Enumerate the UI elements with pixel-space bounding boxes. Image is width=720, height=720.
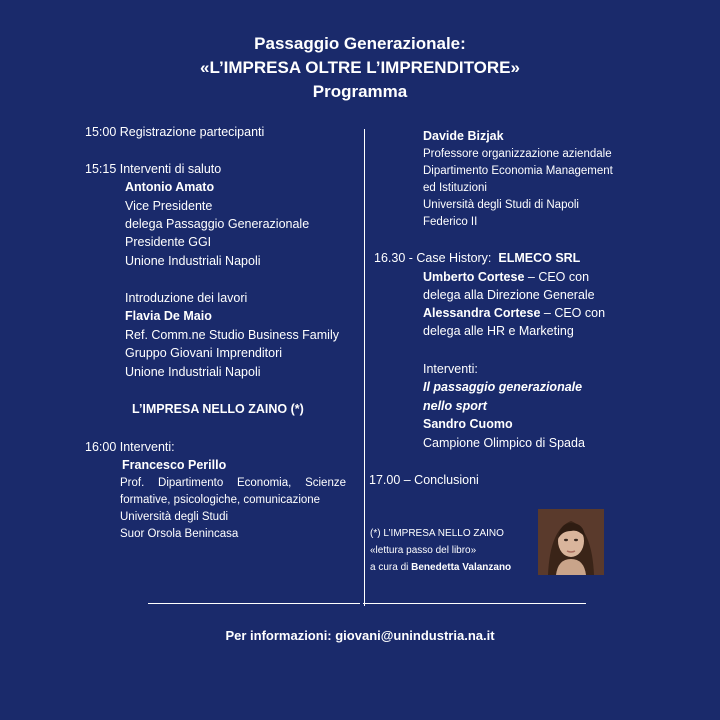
speaker-alessandra: Alessandra Cortese xyxy=(423,306,541,320)
contact-info: Per informazioni: giovani@unindustria.na.it xyxy=(225,628,495,643)
sport-title-1: Il passaggio generazionale xyxy=(423,380,583,394)
conclusioni: 17.00 – Conclusioni xyxy=(369,473,479,487)
bizjak-role-3: ed Istituzioni xyxy=(423,182,487,194)
demaio-role-1: Ref. Comm.ne Studio Business Family xyxy=(125,328,339,342)
speaker-umberto: Umberto Cortese xyxy=(423,270,525,284)
speaker-perillo: Francesco Perillo xyxy=(122,458,227,472)
speaker-demaio: Flavia De Maio xyxy=(125,309,212,323)
bizjak-role-1: Professore organizzazione aziendale xyxy=(423,148,612,160)
portrait-photo xyxy=(538,509,604,575)
zaino-note-1: (*) L’IMPRESA NELLO ZAINO xyxy=(370,528,504,539)
zaino-note-2: «lettura passo del libro» xyxy=(370,545,477,556)
column-divider xyxy=(364,129,365,606)
portrait-illustration xyxy=(538,509,604,575)
bizjak-role-5: Federico II xyxy=(423,216,478,228)
zaino-note-3-prefix: a cura di xyxy=(370,562,412,573)
demaio-role-2: Gruppo Giovani Imprenditori xyxy=(125,346,283,360)
alessandra-role-a: – CEO con xyxy=(540,306,606,320)
perillo-role-2: formative, psicologiche, comunicazione xyxy=(120,494,321,506)
zaino-note-3-name: Benedetta Valanzano xyxy=(411,562,512,573)
cuomo-role: Campione Olimpico di Spada xyxy=(423,436,585,450)
sport-title-2: nello sport xyxy=(423,399,487,413)
title-line-3: Programma xyxy=(312,82,408,101)
case-history xyxy=(374,249,580,267)
case-history-label: 16.30 - Case History: xyxy=(374,251,492,265)
saluto: 15:15 Interventi di saluto xyxy=(85,162,222,176)
umberto-role-a: – CEO con xyxy=(524,270,590,284)
case-history-company: ELMECO SRL xyxy=(498,251,581,265)
title-line-2: «L’IMPRESA OLTRE L’IMPRENDITORE» xyxy=(200,58,520,77)
amato-role-2: delega Passaggio Generazionale xyxy=(125,217,310,231)
bizjak-role-4: Università degli Studi di Napoli xyxy=(423,199,579,211)
alessandra-line xyxy=(423,304,605,322)
speaker-amato: Antonio Amato xyxy=(125,180,215,194)
speaker-bizjak: Davide Bizjak xyxy=(423,129,504,143)
intro-label: Introduzione dei lavori xyxy=(125,291,248,305)
interventi-right: Interventi: xyxy=(423,362,478,376)
speaker-cuomo: Sandro Cuomo xyxy=(423,417,513,431)
amato-role-1: Vice Presidente xyxy=(125,199,213,213)
amato-role-3: Presidente GGI xyxy=(125,235,212,249)
separator-right xyxy=(363,603,586,604)
umberto-role-b: delega alla Direzione Generale xyxy=(423,288,595,302)
bizjak-role-2: Dipartimento Economia Management xyxy=(423,165,613,177)
perillo-role-4: Suor Orsola Benincasa xyxy=(120,528,239,540)
interventi-1600: 16:00 Interventi: xyxy=(85,440,175,454)
umberto-line xyxy=(423,268,589,286)
zaino-heading: L’IMPRESA NELLO ZAINO (*) xyxy=(132,402,304,416)
title-line-1: Passaggio Generazionale: xyxy=(254,34,466,53)
zaino-note-3 xyxy=(370,561,511,575)
perillo-role-1: Prof. Dipartimento Economia, Scienze xyxy=(120,477,346,489)
perillo-role-3: Università degli Studi xyxy=(120,511,229,523)
demaio-role-3: Unione Industriali Napoli xyxy=(125,365,261,379)
alessandra-role-b: delega alle HR e Marketing xyxy=(423,324,574,338)
separator-left xyxy=(148,603,360,604)
registrazione: 15:00 Registrazione partecipanti xyxy=(85,125,265,139)
amato-role-4: Unione Industriali Napoli xyxy=(125,254,261,268)
